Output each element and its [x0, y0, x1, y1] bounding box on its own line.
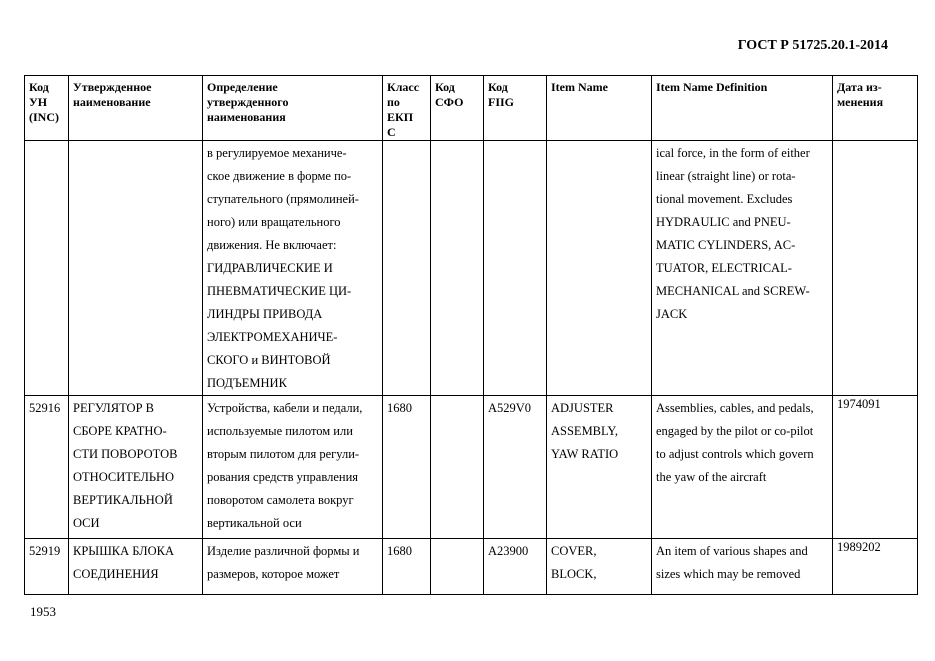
cell-line: HYDRAULIC and PNEU- — [656, 215, 791, 229]
header-code-inc — [25, 76, 69, 141]
header-line: Определение — [207, 80, 278, 94]
header-fiig-code — [484, 76, 547, 141]
header-line: ЕКП — [387, 110, 414, 124]
cell-item-definition — [652, 141, 833, 396]
cell-code — [25, 396, 69, 539]
cell-line: Изделие различной формы и — [207, 544, 360, 558]
cell-line: ское движение в форме по- — [207, 169, 352, 183]
cell-approved-name — [69, 141, 203, 396]
cell-approved-name — [69, 539, 203, 595]
cell-definition — [203, 141, 383, 396]
cell-line: linear (straight line) or rota- — [656, 169, 796, 183]
cell-line: Устройства, кабели и педали, — [207, 401, 363, 415]
header-line: Дата из- — [837, 80, 882, 94]
cell-item-name — [547, 141, 652, 396]
header-sfo-code — [431, 76, 484, 141]
cell-line: ВЕРТИКАЛЬНОЙ — [73, 493, 173, 507]
cell-line: COVER, — [551, 544, 597, 558]
cell-definition — [203, 396, 383, 539]
header-line: утвержденного — [207, 95, 289, 109]
cell-line: размеров, которое может — [207, 567, 340, 581]
cell-line: MATIC CYLINDERS, AC- — [656, 238, 796, 252]
cell-change-date — [833, 141, 918, 396]
cell-line: ОСИ — [73, 516, 100, 530]
cell-change-date — [833, 396, 918, 539]
header-item-name — [547, 76, 652, 141]
table-row — [25, 539, 918, 595]
cell-line: поворотом самолета вокруг — [207, 493, 354, 507]
page-number: 1953 — [30, 604, 56, 619]
cell-line: ASSEMBLY, — [551, 424, 618, 438]
cell-line: MECHANICAL and SCREW- — [656, 284, 810, 298]
cell-fiig-code — [484, 396, 547, 539]
cell-class — [383, 141, 431, 396]
cell-line: ical force, in the form of either — [656, 146, 810, 160]
document-title: ГОСТ Р 51725.20.1-2014 — [737, 38, 888, 53]
cell-code — [25, 539, 69, 595]
header-line: Утвержденное — [73, 80, 152, 94]
cell-line: the yaw of the aircraft — [656, 470, 767, 484]
table-body — [25, 141, 918, 595]
cell-approved-name — [69, 396, 203, 539]
cell-line: tional movement. Excludes — [656, 192, 793, 206]
cell-sfo-code — [431, 141, 484, 396]
cell-line: BLOCK, — [551, 567, 597, 581]
header-line: Item Name Definition — [656, 80, 768, 94]
cell-line: TUATOR, ELECTRICAL- — [656, 261, 792, 275]
header-line: Код — [488, 80, 508, 94]
cell-class — [383, 539, 431, 595]
cell-value: 52916 — [29, 401, 61, 415]
cell-line: to adjust controls which govern — [656, 447, 814, 461]
cell-sfo-code — [431, 539, 484, 595]
header-row — [25, 76, 918, 141]
cell-line: An item of various shapes and — [656, 544, 808, 558]
cell-line: sizes which may be removed — [656, 567, 801, 581]
cell-line: ступательного (прямолиней- — [207, 192, 359, 206]
cell-line: ОТНОСИТЕЛЬНО — [73, 470, 175, 484]
cell-item-name — [547, 539, 652, 595]
cell-sfo-code — [431, 396, 484, 539]
cell-change-date — [833, 539, 918, 595]
header-line: менения — [837, 95, 884, 109]
cell-line: ного) или вращательного — [207, 215, 341, 229]
header-line: наименование — [73, 95, 151, 109]
header-definition — [203, 76, 383, 141]
cell-code — [25, 141, 69, 396]
cell-value: 1989202 — [837, 540, 881, 554]
header-line: Код — [29, 80, 49, 94]
cell-line: JACK — [656, 307, 688, 321]
cell-line: вертикальной оси — [207, 516, 302, 530]
cell-line: вторым пилотом для регули- — [207, 447, 360, 461]
header-class — [383, 76, 431, 141]
cell-line: СОЕДИНЕНИЯ — [73, 567, 159, 581]
cell-line: используемые пилотом или — [207, 424, 353, 438]
cell-line: РЕГУЛЯТОР В — [73, 401, 154, 415]
cell-line: ПОДЪЕМНИК — [207, 376, 287, 390]
header-line: наименования — [207, 110, 286, 124]
cell-line: в регулируемое механиче- — [207, 146, 347, 160]
cell-class — [383, 396, 431, 539]
cell-line: СБОРЕ КРАТНО- — [73, 424, 167, 438]
cell-value: 52919 — [29, 544, 61, 558]
cell-fiig-code — [484, 141, 547, 396]
cell-item-definition — [652, 539, 833, 595]
header-line: (INC) — [29, 110, 59, 124]
cell-line: СТИ ПОВОРОТОВ — [73, 447, 178, 461]
table-row — [25, 396, 918, 539]
cell-line: ADJUSTER — [551, 401, 614, 415]
cell-value: A23900 — [488, 544, 529, 558]
cell-item-name — [547, 396, 652, 539]
cell-line: ЛИНДРЫ ПРИВОДА — [207, 307, 323, 321]
cell-value: 1974091 — [837, 397, 881, 411]
cell-line: ЭЛЕКТРОМЕХАНИЧЕ- — [207, 330, 338, 344]
header-line: С — [387, 125, 396, 139]
header-item-definition — [652, 76, 833, 141]
header-line: Item Name — [551, 80, 608, 94]
cell-line: YAW RATIO — [551, 447, 619, 461]
header-line: Код — [435, 80, 455, 94]
cell-line: СКОГО и ВИНТОВОЙ — [207, 353, 331, 367]
cell-line: движения. Не включает: — [207, 238, 337, 252]
cell-value: A529V0 — [488, 401, 532, 415]
cell-value: 1680 — [387, 401, 412, 415]
cell-line: рования средств управления — [207, 470, 359, 484]
catalog-table — [24, 75, 918, 595]
table-row — [25, 141, 918, 396]
cell-item-definition — [652, 396, 833, 539]
header-line: FIIG — [488, 95, 515, 109]
cell-line: КРЫШКА БЛОКА — [73, 544, 175, 558]
header-line: СФО — [435, 95, 464, 109]
cell-line: engaged by the pilot or co-pilot — [656, 424, 814, 438]
cell-line: ПНЕВМАТИЧЕСКИЕ ЦИ- — [207, 284, 352, 298]
cell-fiig-code — [484, 539, 547, 595]
header-approved-name — [69, 76, 203, 141]
cell-value: 1680 — [387, 544, 412, 558]
cell-line: Assemblies, cables, and pedals, — [656, 401, 814, 415]
cell-line: ГИДРАВЛИЧЕСКИЕ И — [207, 261, 333, 275]
header-change-date — [833, 76, 918, 141]
header-line: УН — [29, 95, 48, 109]
header-line: Класс — [387, 80, 420, 94]
header-line: по — [387, 95, 400, 109]
cell-definition — [203, 539, 383, 595]
